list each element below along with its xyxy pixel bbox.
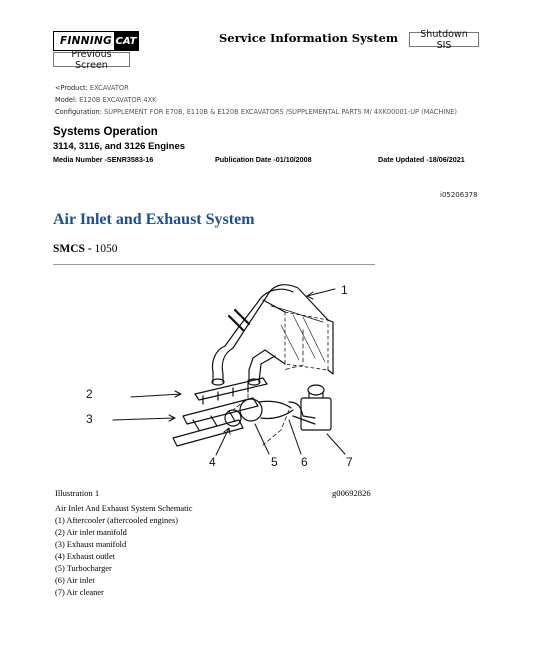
manifolds-drawing [173,378,267,446]
model-label: Model: [55,96,78,104]
date-updated: Date Updated -18/06/2021 [378,155,465,164]
legend-item: (5) Turbocharger [55,564,112,573]
product-label: <Product: [55,84,88,92]
previous-screen-button[interactable]: Previous Screen [53,52,130,67]
callout-7: 7 [346,455,353,469]
engines-heading: 3114, 3116, and 3126 Engines [53,141,186,152]
model-line [55,96,156,104]
cat-logo-mark: CAT [114,32,138,50]
shutdown-sis-button[interactable]: Shutdown SIS [409,32,479,47]
callout-6: 6 [301,455,308,469]
document-id: i05206378 [440,191,478,199]
divider [53,264,375,265]
air-cleaner-drawing [301,385,331,430]
publication-date: Publication Date -01/10/2008 [215,155,312,164]
configuration-value: SUPPLEMENT FOR E70B, E110B & E120B EXCAVATORS /SUPPLEMENTAL PARTS M/ 4XK00001-UP (MACHINE) [104,108,457,116]
aftercooler-drawing [258,285,333,374]
section-heading: Systems Operation [53,126,158,138]
illustration-code: g00692826 [332,488,371,498]
logo-text: FINNING [60,35,113,47]
configuration-label: Configuration: [55,108,102,116]
inlet-pipes-drawing [212,296,275,385]
model-value: E120B EXCAVATOR 4XK [79,96,157,104]
smcs-label: SMCS - [53,243,92,255]
smcs-code [53,243,118,255]
legend-title: Air Inlet And Exhaust System Schematic [55,504,193,513]
product-line [55,84,129,92]
callout-5: 5 [271,455,278,469]
legend-item: (7) Air cleaner [55,588,104,597]
configuration-line [55,108,457,116]
illustration-legend [55,503,192,599]
system-title: Service Information System [219,31,399,45]
page-title: Air Inlet and Exhaust System [53,211,255,228]
air-inlet-exhaust-schematic [53,270,375,475]
callout-2: 2 [86,387,93,401]
legend-item: (2) Air inlet manifold [55,528,127,537]
smcs-value: 1050 [94,243,118,255]
legend-item: (4) Exhaust outlet [55,552,116,561]
legend-item: (3) Exhaust manifold [55,540,127,549]
callout-labels [86,283,353,469]
callout-1: 1 [341,283,348,297]
media-number: Media Number -SENR3583-16 [53,155,154,164]
callout-4: 4 [209,455,216,469]
callout-3: 3 [86,412,93,426]
legend-item: (1) Aftercooler (aftercooled engines) [55,516,179,525]
product-value: EXCAVATOR [89,84,129,92]
legend-item: (6) Air inlet [55,576,95,585]
illustration-label: Illustration 1 [55,488,100,498]
